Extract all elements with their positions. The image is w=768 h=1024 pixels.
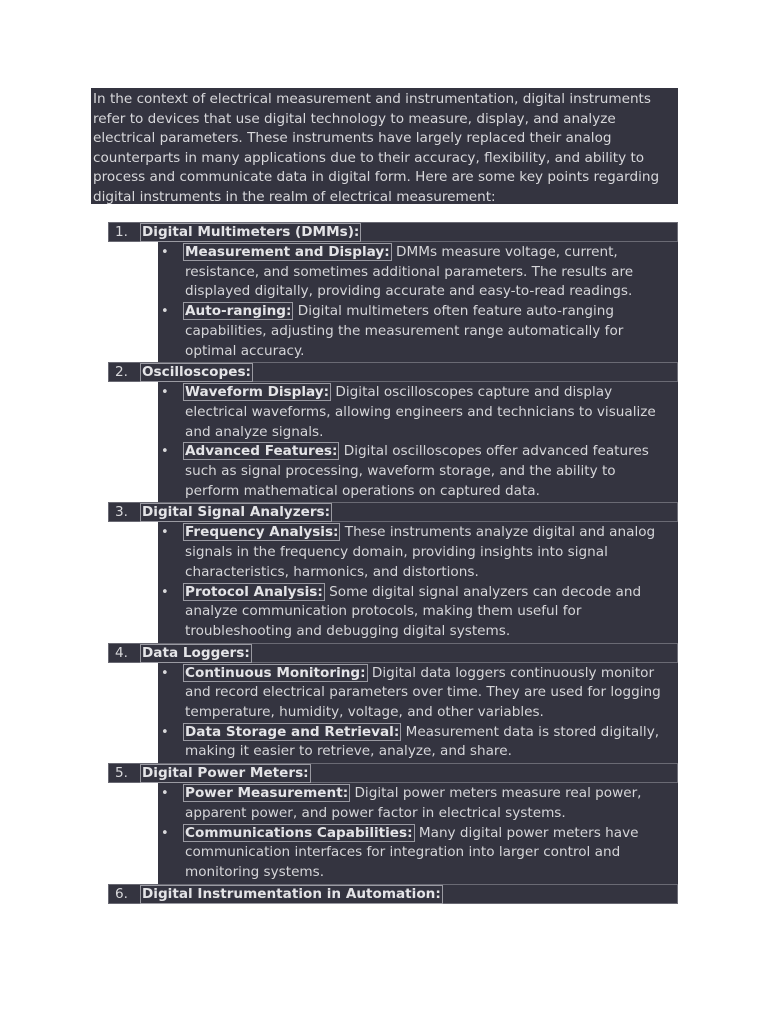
bullet-icon: • <box>161 665 169 681</box>
sub-point-label: Power Measurement: <box>185 785 349 802</box>
sub-points <box>158 382 678 502</box>
sub-point-text: Many digital power meters have communication interfaces for integration into larger control and monitoring systems. <box>185 824 639 880</box>
section-title: Data Loggers: <box>142 644 250 661</box>
sub-point-text: Digital oscilloscopes capture and display electrical waveforms, allowing engineers and technicians to visualize and analyze signals. <box>185 384 656 440</box>
section-title: Digital Power Meters: <box>142 765 309 782</box>
list-item <box>108 763 678 884</box>
section-number: 3. <box>115 504 128 521</box>
section-number: 2. <box>115 364 128 381</box>
intro-paragraph: In the context of electrical measurement and instrumentation, digital instruments refer to devices that use digital technology to measure, display, and analyze electrical parameters. These instruments have largely replaced their analog counterparts in many applications due to their accuracy, flexibility, and ability to process and communicate data in digital form. Here are some key points regarding digital instruments in the realm of electrical measurement: <box>91 88 678 204</box>
sub-point-text: Measurement data is stored digitally, making it easier to retrieve, analyze, and share. <box>185 723 660 760</box>
section-title: Digital Signal Analyzers: <box>142 504 331 521</box>
sub-point-label: Communications Capabilities: <box>185 824 413 841</box>
sub-point <box>158 243 678 302</box>
section-heading <box>108 362 678 382</box>
section-heading <box>108 502 678 522</box>
sub-point-label: Waveform Display: <box>185 384 330 401</box>
bullet-icon: • <box>161 444 169 460</box>
sub-points <box>158 663 678 764</box>
sub-point-text: Digital power meters measure real power, apparent power, and power factor in electrical systems. <box>185 785 642 821</box>
section-number: 5. <box>115 765 128 782</box>
sub-point-text: Some digital signal analyzers can decode and analyze communication protocols, making them useful for troubleshooting and debugging digital systems. <box>185 583 642 639</box>
sub-point-label: Measurement and Display: <box>185 244 390 260</box>
sub-point-text: Digital data loggers continuously monitor and record electrical parameters over time. They are used for logging temperature, humidity, voltage, and other variables. <box>185 664 661 721</box>
sub-point-text: Digital oscilloscopes offer advanced features such as signal processing, waveform storage, and the ability to perform mathematical operations on captured data. <box>185 443 649 499</box>
list-item <box>108 643 678 764</box>
sub-point <box>158 523 678 582</box>
list-item <box>108 222 678 362</box>
section-title: Digital Multimeters (DMMs): <box>142 224 360 240</box>
section-heading <box>108 884 678 904</box>
sub-point-label: Continuous Monitoring: <box>185 664 366 681</box>
bullet-icon: • <box>161 724 169 740</box>
bullet-icon: • <box>161 525 169 541</box>
sub-point <box>158 383 678 442</box>
sub-point <box>158 723 678 762</box>
section-number: 1. <box>115 224 128 240</box>
sub-point-label: Protocol Analysis: <box>185 583 323 600</box>
section-number: 4. <box>115 644 128 661</box>
sub-point-label: Auto-ranging: <box>185 303 292 320</box>
bullet-icon: • <box>161 385 169 401</box>
sub-point <box>158 302 678 361</box>
bullet-icon: • <box>161 304 169 320</box>
bullet-icon: • <box>161 786 169 802</box>
sub-points <box>158 783 678 884</box>
sub-point-text: DMMs measure voltage, current, resistance, and sometimes additional parameters. The results are displayed digitally, providing accurate and easy-to-read readings. <box>185 244 634 300</box>
bullet-icon: • <box>161 584 169 600</box>
list-item <box>108 502 678 642</box>
bullet-icon: • <box>161 245 169 260</box>
key-points-list <box>108 222 678 904</box>
sub-point-text: Digital multimeters often feature auto-ranging capabilities, adjusting the measurement range automatically for optimal accuracy. <box>185 303 624 359</box>
sub-point-label: Data Storage and Retrieval: <box>185 723 400 740</box>
sub-point-text: These instruments analyze digital and analog signals in the frequency domain, providing insights into signal characteristics, harmonics, and distortions. <box>185 524 656 580</box>
section-title: Digital Instrumentation in Automation: <box>142 885 441 902</box>
sub-point-label: Advanced Features: <box>185 443 338 460</box>
bullet-icon: • <box>161 825 169 841</box>
section-title: Oscilloscopes: <box>142 364 251 381</box>
sub-point <box>158 442 678 501</box>
sub-point-label: Frequency Analysis: <box>185 524 339 541</box>
sub-points <box>158 242 678 362</box>
sub-point <box>158 784 678 823</box>
section-heading <box>108 222 678 242</box>
section-number: 6. <box>115 885 128 902</box>
section-heading <box>108 763 678 783</box>
list-item <box>108 884 678 904</box>
sub-point <box>158 583 678 642</box>
sub-point <box>158 824 678 883</box>
sub-point <box>158 664 678 723</box>
list-item <box>108 362 678 502</box>
section-heading <box>108 643 678 663</box>
sub-points <box>158 522 678 642</box>
